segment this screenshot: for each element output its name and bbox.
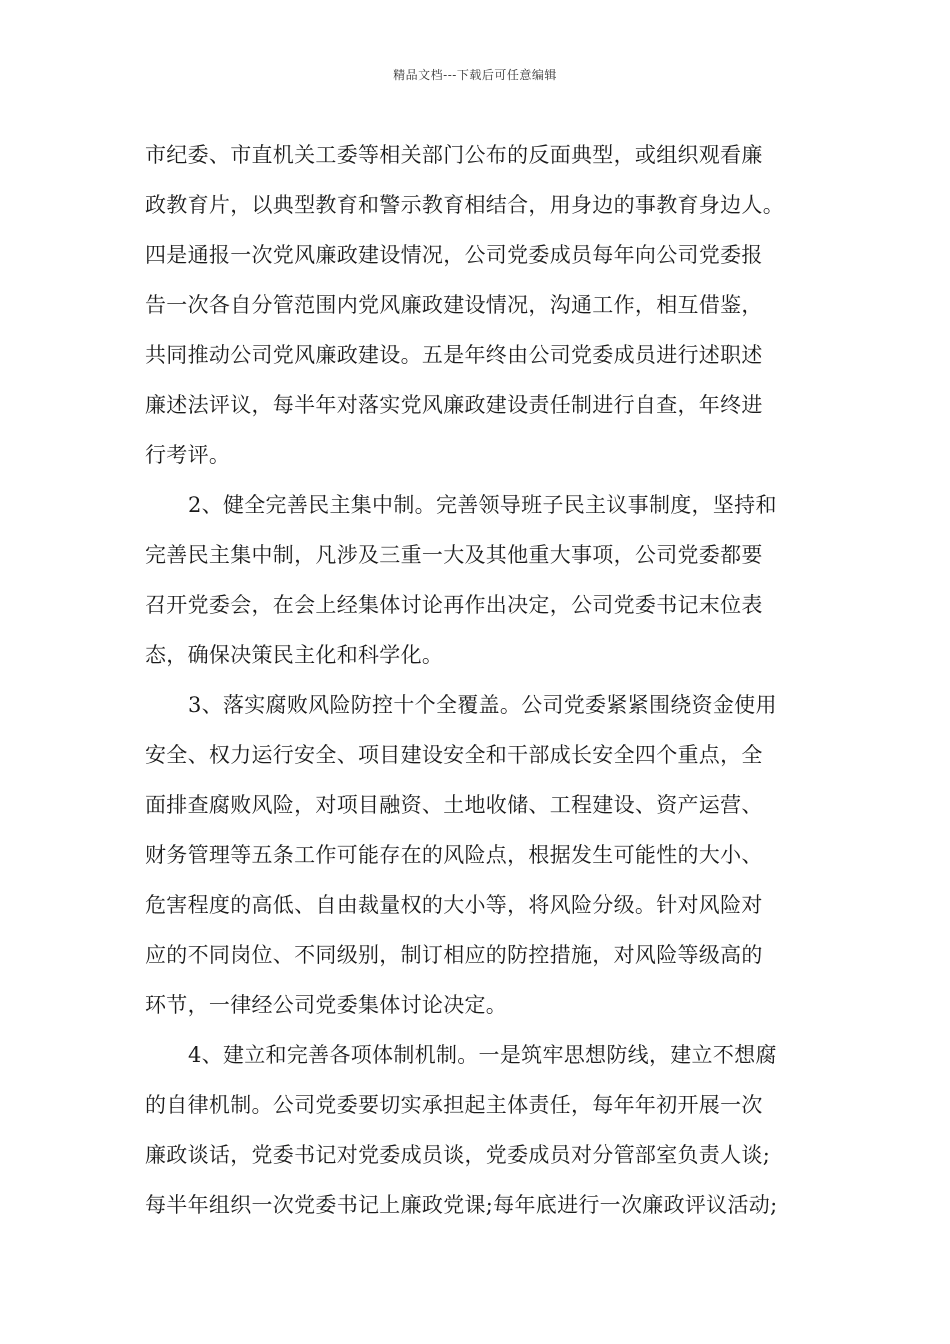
text-line: 的自律机制。公司党委要切实承担起主体责任，每年年初开展一次 bbox=[145, 1093, 763, 1117]
text-line: 安全、权力运行安全、项目建设安全和干部成长安全四个重点，全 bbox=[145, 743, 763, 767]
text-line: 每半年组织一次党委书记上廉政党课;每年底进行一次廉政评议活动; bbox=[145, 1193, 778, 1217]
text-line: 面排查腐败风险，对项目融资、土地收储、工程建设、资产运营、 bbox=[145, 793, 763, 817]
paragraph-start-line: 2、健全完善民主集中制。完善领导班子民主议事制度，坚持和 bbox=[188, 493, 777, 517]
text-line: 环节，一律经公司党委集体讨论决定。 bbox=[145, 993, 508, 1017]
document-body bbox=[145, 130, 810, 1230]
paragraph-start-line: 4、建立和完善各项体制机制。一是筑牢思想防线，建立不想腐 bbox=[188, 1043, 777, 1067]
text-line: 危害程度的高低、自由裁量权的大小等，将风险分级。针对风险对 bbox=[145, 893, 763, 917]
text-line: 廉述法评议，每半年对落实党风廉政建设责任制进行自查，年终进 bbox=[145, 393, 763, 417]
text-line: 共同推动公司党风廉政建设。五是年终由公司党委成员进行述职述 bbox=[145, 343, 763, 367]
text-line: 廉政谈话，党委书记对党委成员谈，党委成员对分管部室负责人谈; bbox=[145, 1143, 771, 1167]
text-line: 告一次各自分管范围内党风廉政建设情况，沟通工作，相互借鉴， bbox=[145, 293, 763, 317]
text-line: 政教育片，以典型教育和警示教育相结合，用身边的事教育身边人。 bbox=[145, 193, 784, 217]
text-line: 应的不同岗位、不同级别，制订相应的防控措施，对风险等级高的 bbox=[145, 943, 763, 967]
text-line: 财务管理等五条工作可能存在的风险点，根据发生可能性的大小、 bbox=[145, 843, 763, 867]
paragraph-start-line: 3、落实腐败风险防控十个全覆盖。公司党委紧紧围绕资金使用 bbox=[188, 693, 777, 717]
text-line: 行考评。 bbox=[145, 443, 231, 467]
text-line: 市纪委、市直机关工委等相关部门公布的反面典型，或组织观看廉 bbox=[145, 143, 763, 167]
text-line: 召开党委会，在会上经集体讨论再作出决定，公司党委书记末位表 bbox=[145, 593, 763, 617]
text-line: 四是通报一次党风廉政建设情况，公司党委成员每年向公司党委报 bbox=[145, 243, 763, 267]
text-line: 态，确保决策民主化和科学化。 bbox=[145, 643, 444, 667]
page-header: 精品文档---下载后可任意编辑 bbox=[393, 68, 557, 82]
text-line: 完善民主集中制，凡涉及三重一大及其他重大事项，公司党委都要 bbox=[145, 543, 763, 567]
